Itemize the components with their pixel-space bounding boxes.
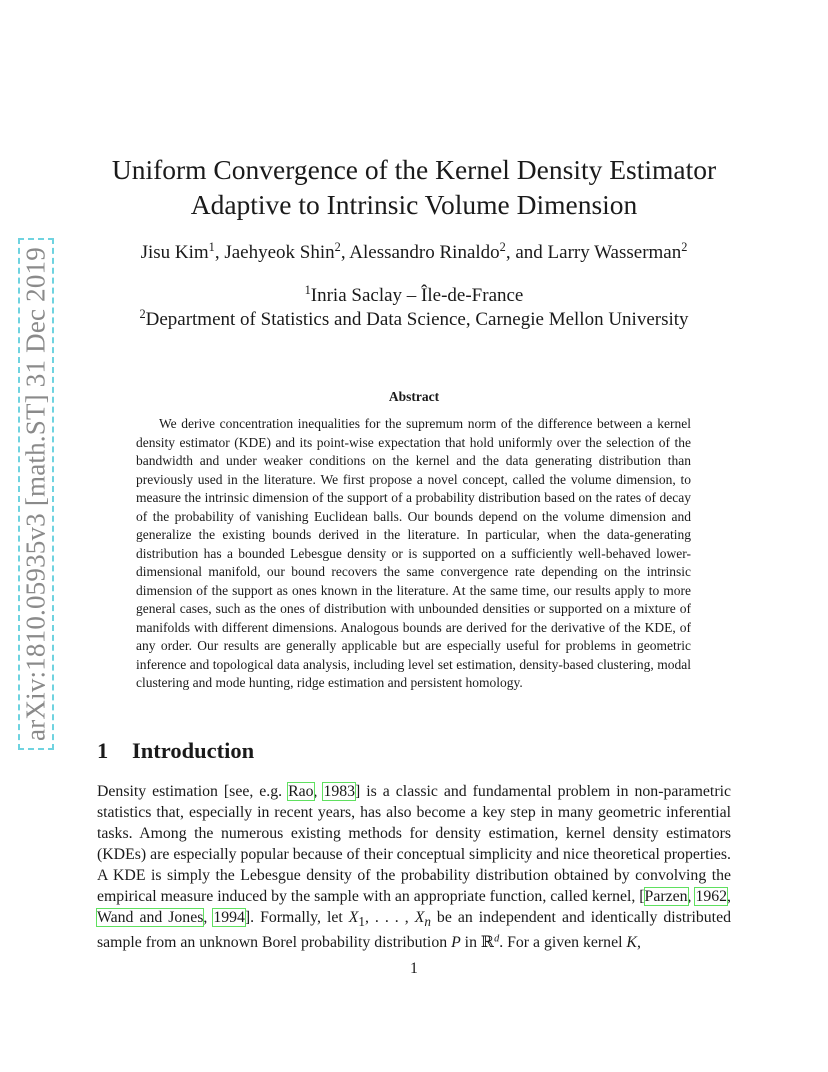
abstract-body: We derive concentration inequalities for the supremum norm of the difference between a kernel density estimator (KDE) and its point-wise expectation that hold uniformly over the selection of the bandwidth and under weaker conditions on the kernel and the data generating distribution than previously used in the literature. We first propose a novel concept, called the volume dimension, to measure the intrinsic dimension of the support of a probability distribution based on the rates of decay of the probability of vanishing Euclidean balls. Our bounds depend on the volume dimension and generalize the existing bounds derived in the literature. In particular, when the data-generating distribution has a bounded Lebesgue density or is supported on a sufficiently well-behaved lower-dimensional manifold, our bound recovers the same convergence rate depending on the intrinsic dimension of the support as ones known in the literature. At the same time, our results apply to more general cases, such as the ones of distribution with unbounded densities or supported on a mixture of manifolds with different dimensions. Analogous bounds are derived for the derivative of the KDE, of any order. Our results are generally applicable but are especially useful for problems in geometric inference and topological data analysis, including level set estimation, density-based clustering, modal clustering and mode hunting, ridge estimation and persistent homology. [136,416,691,690]
citation-link-wand-jones[interactable]: Wand and Jones [97,909,204,926]
title-line-1: Uniform Convergence of the Kernel Density Estimator [111,154,717,185]
section-title: Introduction [132,738,255,763]
author-separator: , [340,242,350,263]
math-symbol: P [451,934,461,952]
intro-text: Density estimation [see, e.g. [97,783,289,800]
affiliation-name: Department of Statistics and Data Science, Carnegie Mellon University [145,309,689,330]
affiliation-mark: 1 [304,283,311,298]
paper-title [0,152,828,222]
author-list [0,240,828,266]
intro-paragraph [97,781,731,953]
author-name: Jaehyeok Shin [224,242,335,263]
affiliation-mark: 2 [334,240,341,255]
section-heading [97,738,254,764]
author-name: Larry Wasserman [547,242,682,263]
math-subscript: 1 [358,914,365,930]
math-symbol: K [626,934,637,952]
intro-text: , . . . , [364,909,415,926]
math-subscript: n [424,914,431,930]
citation-link-rao[interactable]: Rao [288,783,314,800]
author-separator: , [214,242,225,263]
math-symbol: X [414,909,425,926]
affiliation-mark: 2 [681,240,688,255]
section-number: 1 [97,738,109,763]
math-symbol: ℝ [480,934,495,952]
citation-link-parzen[interactable]: Parzen [644,888,688,905]
affiliation-2 [0,307,828,333]
intro-text: . For a given kernel [499,934,627,952]
page-number: 1 [410,960,418,977]
abstract-heading: Abstract [388,389,440,404]
affiliation-1 [0,283,828,309]
intro-text: be an independent and identically distributed sample from an unknown Borel probability distribution [97,909,731,952]
intro-text: , [313,783,324,800]
intro-text: , [636,934,641,952]
intro-text: , [727,888,731,905]
author-name: Alessandro Rinaldo [349,242,500,263]
intro-text: , [203,909,214,926]
affiliation-mark: 1 [208,240,215,255]
author-name: Jisu Kim [140,242,209,263]
affiliation-mark: 2 [139,307,146,322]
arxiv-identifier: arXiv:1810.05935v3 [math.ST] 31 Dec 2019 [20,247,51,741]
citation-link-rao-year[interactable]: 1983 [323,783,356,800]
math-symbol: X [348,909,359,926]
citation-link-parzen-year[interactable]: 1962 [695,888,728,905]
affiliation-mark: 2 [499,240,506,255]
intro-text: in [460,934,481,952]
intro-text: , [687,888,696,905]
author-separator: , and [505,242,548,263]
title-line-2: Adaptive to Intrinsic Volume Dimension [190,189,638,220]
intro-text: ]. Formally, let [244,909,349,926]
citation-link-wand-jones-year[interactable]: 1994 [213,909,245,926]
math-superscript: d [494,933,500,945]
intro-text: ] is a classic and fundamental problem in non-parametric statistics that, especially in recent years, has also become a key step in many geometric inferential tasks. Among the numerous existing methods for density estimation, kernel density estimators (KDEs) are especially popular because of their conceptual simplicity and nice theoretical properties. A KDE is simply the Lebesgue density of the probability distribution obtained by convolving the empirical measure induced by the sample with an appropriate function, called kernel, [ [97,783,731,905]
affiliation-name: Inria Saclay – Île-de-France [310,285,524,306]
